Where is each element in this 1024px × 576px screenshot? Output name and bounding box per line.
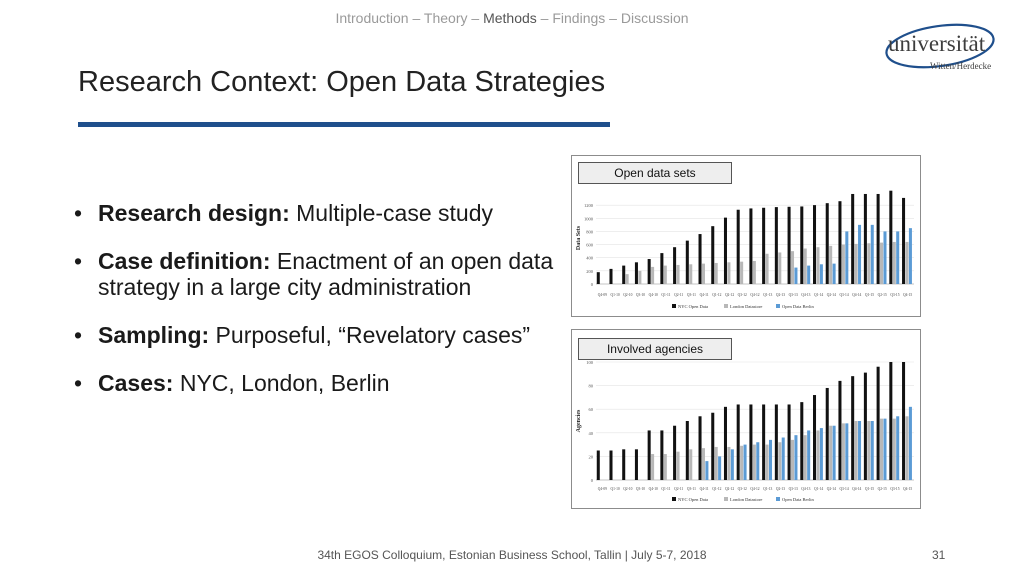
bar bbox=[820, 428, 823, 480]
x-tick-label: Q2-10 bbox=[623, 293, 633, 297]
slide-title: Research Context: Open Data Strategies bbox=[78, 66, 606, 98]
x-tick-label: Q4-13 bbox=[801, 487, 811, 491]
nav-separator: – bbox=[408, 10, 424, 26]
x-tick-label: Q4-10 bbox=[648, 487, 658, 491]
bar bbox=[794, 268, 797, 284]
bar bbox=[766, 254, 769, 284]
bar bbox=[651, 454, 654, 480]
x-tick-label: Q3-11 bbox=[686, 487, 696, 491]
x-tick-label: Q1-10 bbox=[610, 487, 620, 491]
x-tick-label: Q1-12 bbox=[712, 293, 722, 297]
bar bbox=[724, 218, 727, 284]
bar bbox=[705, 461, 708, 480]
bar bbox=[829, 246, 832, 284]
bar bbox=[702, 264, 705, 284]
bar bbox=[660, 430, 663, 480]
section-navigation bbox=[0, 10, 1024, 26]
bar bbox=[893, 419, 896, 480]
bar bbox=[756, 442, 759, 480]
legend-entry: Open Data Berlin bbox=[782, 497, 814, 502]
x-tick-label: Q1-11 bbox=[661, 293, 671, 297]
bar bbox=[648, 259, 651, 284]
bar bbox=[677, 452, 680, 480]
x-tick-label: Q1-15 bbox=[864, 293, 875, 297]
bar bbox=[909, 228, 912, 284]
bar bbox=[744, 445, 747, 480]
bar bbox=[896, 416, 899, 480]
bar bbox=[788, 207, 791, 284]
bar bbox=[635, 449, 638, 480]
x-tick-label: Q3-11 bbox=[686, 293, 696, 297]
bar bbox=[727, 447, 730, 480]
bar bbox=[673, 426, 676, 480]
y-tick-label: 80 bbox=[588, 383, 593, 389]
bar bbox=[833, 264, 836, 284]
bullet-label: Sampling: bbox=[98, 322, 210, 348]
legend-entry: Open Data Berlin bbox=[782, 304, 814, 309]
x-tick-label: Q4-14 bbox=[852, 487, 862, 491]
bar bbox=[807, 430, 810, 480]
y-tick-label: 0 bbox=[590, 282, 593, 287]
nav-separator: – bbox=[467, 10, 484, 26]
bullet-label: Research design: bbox=[98, 200, 290, 226]
chart-panel-involved-agencies bbox=[571, 329, 921, 509]
bar bbox=[800, 206, 803, 284]
bar bbox=[740, 262, 743, 284]
y-tick-label: 60 bbox=[588, 407, 593, 413]
bar bbox=[626, 274, 629, 284]
legend-swatch bbox=[724, 304, 728, 308]
legend-entry: London Datastore bbox=[730, 304, 763, 309]
bar bbox=[766, 445, 769, 480]
bar bbox=[902, 198, 905, 284]
bar bbox=[718, 456, 721, 480]
title-underline bbox=[78, 122, 610, 127]
bar bbox=[838, 201, 841, 284]
bar bbox=[731, 449, 734, 480]
legend-swatch bbox=[672, 304, 676, 308]
x-tick-label: Q2-11 bbox=[674, 293, 684, 297]
bullet-item bbox=[74, 248, 554, 300]
bar bbox=[782, 438, 785, 480]
bar bbox=[851, 194, 854, 284]
x-tick-label: Q2-11 bbox=[674, 487, 684, 491]
x-tick-label: Q2-13 bbox=[775, 293, 786, 297]
x-tick-label: Q3-15 bbox=[890, 487, 900, 491]
x-tick-label: Q3-13 bbox=[788, 487, 798, 491]
legend-swatch bbox=[672, 497, 676, 501]
x-tick-label: Q2-10 bbox=[623, 487, 633, 491]
nav-item-methods: Methods bbox=[483, 10, 537, 26]
x-tick-label: Q4-14 bbox=[852, 293, 862, 297]
bar bbox=[664, 454, 667, 480]
bar bbox=[845, 231, 848, 284]
bar bbox=[877, 194, 880, 284]
bar bbox=[702, 448, 705, 480]
x-tick-label: Q3-10 bbox=[635, 487, 646, 491]
x-tick-label: Q4-15 bbox=[903, 487, 913, 491]
bar bbox=[660, 253, 663, 284]
bar bbox=[711, 226, 714, 284]
bullet-item bbox=[74, 370, 554, 396]
bar bbox=[762, 208, 765, 284]
chart-tag: Open data sets bbox=[578, 162, 732, 184]
bar bbox=[740, 446, 743, 480]
bar bbox=[727, 262, 730, 284]
x-tick-label: Q2-15 bbox=[877, 293, 887, 297]
x-tick-label: Q4-09 bbox=[597, 487, 607, 491]
bullet-text: Multiple-case study bbox=[289, 200, 493, 226]
bar bbox=[833, 426, 836, 480]
x-tick-label: Q1-13 bbox=[763, 487, 773, 491]
bar bbox=[648, 430, 651, 480]
bullet-label: Case definition: bbox=[98, 248, 271, 274]
bar bbox=[864, 373, 867, 480]
bar bbox=[686, 241, 689, 284]
y-tick-label: 400 bbox=[586, 255, 593, 261]
bar bbox=[737, 404, 740, 480]
bar bbox=[622, 266, 625, 284]
x-tick-label: Q3-13 bbox=[788, 293, 798, 297]
bar bbox=[791, 440, 794, 480]
x-tick-label: Q3-12 bbox=[737, 293, 747, 297]
bar bbox=[622, 449, 625, 480]
bullet-item bbox=[74, 200, 554, 226]
bar bbox=[902, 362, 905, 480]
bar bbox=[753, 261, 756, 284]
x-tick-label: Q1-15 bbox=[864, 487, 875, 491]
bar bbox=[689, 264, 692, 284]
x-tick-label: Q3-15 bbox=[890, 293, 900, 297]
bar bbox=[749, 404, 752, 480]
bar bbox=[889, 362, 892, 480]
y-tick-label: 40 bbox=[588, 430, 593, 436]
bar bbox=[871, 421, 874, 480]
x-tick-label: Q4-15 bbox=[903, 293, 913, 297]
x-tick-label: Q3-10 bbox=[635, 293, 646, 297]
bar bbox=[715, 447, 718, 480]
nav-item-theory: Theory bbox=[423, 10, 468, 26]
bar bbox=[896, 231, 899, 284]
bar bbox=[775, 404, 778, 480]
bar bbox=[638, 271, 641, 284]
bar bbox=[826, 203, 829, 284]
x-tick-label: Q2-12 bbox=[724, 487, 735, 491]
y-tick-label: 1000 bbox=[584, 216, 593, 222]
bar bbox=[813, 205, 816, 284]
bar bbox=[871, 225, 874, 284]
bar bbox=[804, 435, 807, 480]
x-tick-label: Q2-15 bbox=[877, 487, 887, 491]
bullet-text: Enactment of an open data strategy in a large city administration bbox=[98, 248, 554, 300]
bar bbox=[609, 269, 612, 284]
bar bbox=[753, 445, 756, 480]
university-logo bbox=[882, 20, 1014, 76]
y-tick-label: 600 bbox=[586, 242, 593, 248]
bar bbox=[635, 262, 638, 284]
bar bbox=[807, 266, 810, 284]
x-tick-label: Q1-14 bbox=[814, 487, 824, 491]
x-tick-label: Q3-12 bbox=[737, 487, 747, 491]
x-tick-label: Q1-11 bbox=[661, 487, 671, 491]
bullet-text: NYC, London, Berlin bbox=[173, 370, 390, 396]
bar bbox=[816, 430, 819, 480]
bar bbox=[880, 419, 883, 480]
bar bbox=[845, 423, 848, 480]
bar bbox=[715, 263, 718, 284]
bar bbox=[829, 426, 832, 480]
x-tick-label: Q1-10 bbox=[610, 293, 620, 297]
nav-item-findings: Findings bbox=[552, 10, 606, 26]
bar bbox=[711, 413, 714, 480]
page-number: 31 bbox=[932, 548, 946, 562]
bar bbox=[820, 264, 823, 284]
legend-swatch bbox=[776, 497, 780, 501]
legend-swatch bbox=[776, 304, 780, 308]
bar bbox=[597, 272, 600, 284]
bar bbox=[699, 416, 702, 480]
bar bbox=[877, 367, 880, 480]
bar bbox=[597, 451, 600, 481]
bar bbox=[864, 194, 867, 284]
x-tick-label: Q4-10 bbox=[648, 293, 658, 297]
chart-panel-open-data-sets bbox=[571, 155, 921, 317]
y-tick-label: 200 bbox=[586, 268, 593, 274]
y-axis-label: Agencies bbox=[576, 409, 582, 433]
bar bbox=[769, 440, 772, 480]
bar bbox=[826, 388, 829, 480]
bar bbox=[905, 416, 908, 480]
y-axis-label: Data Sets bbox=[576, 225, 582, 251]
nav-item-discussion: Discussion bbox=[620, 10, 689, 26]
bar bbox=[686, 421, 689, 480]
bar bbox=[724, 407, 727, 480]
bullet-label: Cases: bbox=[98, 370, 174, 396]
bar bbox=[677, 265, 680, 284]
bar bbox=[855, 421, 858, 480]
x-tick-label: Q4-11 bbox=[699, 293, 709, 297]
bar bbox=[775, 207, 778, 284]
bar bbox=[858, 225, 861, 284]
y-tick-label: 1200 bbox=[584, 203, 593, 209]
bar bbox=[880, 243, 883, 284]
bar bbox=[699, 234, 702, 284]
x-tick-label: Q3-14 bbox=[839, 487, 849, 491]
bar bbox=[737, 210, 740, 284]
bar bbox=[673, 247, 676, 284]
logo-subtext: Witten/Herdecke bbox=[930, 61, 992, 71]
bar bbox=[909, 407, 912, 480]
bullet-text: Purposeful, “Revelatory cases” bbox=[209, 322, 531, 348]
bar bbox=[816, 247, 819, 284]
y-tick-label: 20 bbox=[588, 454, 593, 460]
bar bbox=[788, 404, 791, 480]
bar bbox=[778, 442, 781, 480]
bar bbox=[838, 381, 841, 480]
x-tick-label: Q4-12 bbox=[750, 293, 760, 297]
x-tick-label: Q4-09 bbox=[597, 293, 607, 297]
x-tick-label: Q1-12 bbox=[712, 487, 722, 491]
y-tick-label: 800 bbox=[586, 229, 593, 235]
bar bbox=[858, 421, 861, 480]
x-tick-label: Q2-14 bbox=[826, 293, 836, 297]
bar bbox=[883, 231, 886, 284]
bar bbox=[689, 449, 692, 480]
x-tick-label: Q1-14 bbox=[814, 293, 824, 297]
bullet-list bbox=[74, 200, 554, 418]
bar bbox=[842, 423, 845, 480]
legend-entry: London Datastore bbox=[730, 497, 763, 502]
bar bbox=[867, 421, 870, 480]
bar bbox=[664, 266, 667, 284]
footer-text: 34th EGOS Colloquium, Estonian Business School, Tallin | July 5-7, 2018 bbox=[317, 548, 707, 562]
bar bbox=[889, 191, 892, 284]
bar bbox=[855, 244, 858, 284]
nav-item-introduction: Introduction bbox=[335, 10, 409, 26]
legend-entry: NYC Open Data bbox=[678, 304, 708, 309]
bar bbox=[778, 252, 781, 284]
chart-tag: Involved agencies bbox=[578, 338, 732, 360]
bar bbox=[842, 245, 845, 284]
bar bbox=[813, 395, 816, 480]
x-tick-label: Q4-13 bbox=[801, 293, 811, 297]
bar bbox=[883, 419, 886, 480]
bar bbox=[893, 242, 896, 284]
legend-entry: NYC Open Data bbox=[678, 497, 708, 502]
legend-swatch bbox=[724, 497, 728, 501]
nav-separator: – bbox=[605, 10, 621, 26]
bar bbox=[609, 451, 612, 481]
bar bbox=[749, 208, 752, 284]
bar bbox=[651, 267, 654, 284]
x-tick-label: Q2-12 bbox=[724, 293, 735, 297]
bar bbox=[905, 242, 908, 284]
y-tick-label: 0 bbox=[590, 478, 593, 483]
x-tick-label: Q2-13 bbox=[775, 487, 786, 491]
bar bbox=[794, 435, 797, 480]
bar bbox=[867, 243, 870, 284]
x-tick-label: Q1-13 bbox=[763, 293, 773, 297]
x-tick-label: Q2-14 bbox=[826, 487, 836, 491]
x-tick-label: Q4-11 bbox=[699, 487, 709, 491]
x-tick-label: Q4-12 bbox=[750, 487, 760, 491]
nav-separator: – bbox=[536, 10, 553, 26]
bar bbox=[762, 404, 765, 480]
bar bbox=[800, 402, 803, 480]
bar bbox=[851, 376, 854, 480]
bar bbox=[791, 251, 794, 284]
logo-text: universität bbox=[888, 31, 986, 56]
bar bbox=[804, 249, 807, 284]
x-tick-label: Q3-14 bbox=[839, 293, 849, 297]
y-tick-label: 100 bbox=[586, 360, 593, 365]
bullet-item bbox=[74, 322, 554, 348]
